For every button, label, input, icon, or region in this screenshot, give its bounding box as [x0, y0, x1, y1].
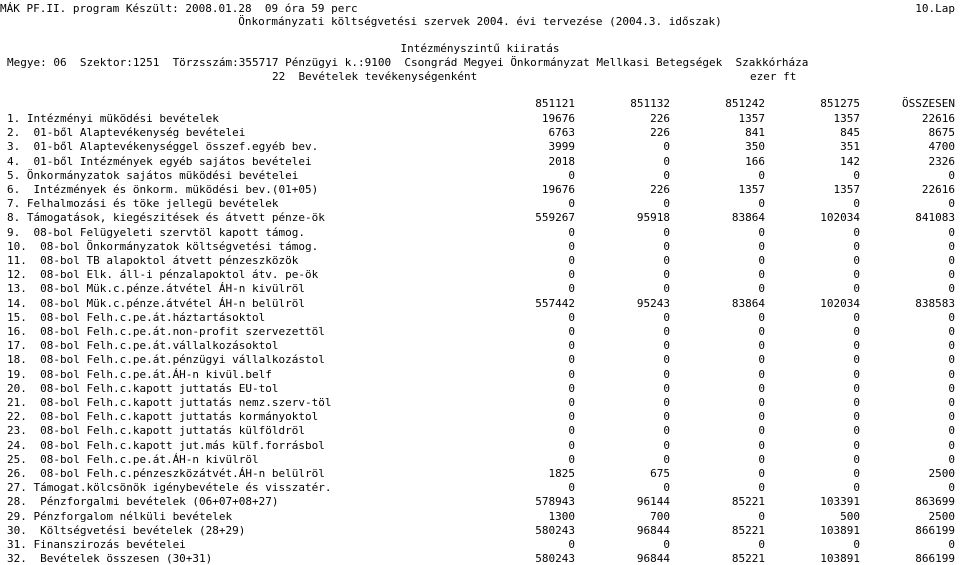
row-value: 102034 — [820, 211, 860, 225]
row-value: 0 — [853, 239, 860, 253]
row-value: 3999 — [548, 140, 575, 154]
row-value: 0 — [853, 396, 860, 409]
row-value: 19676 — [541, 183, 575, 196]
row-value: 103891 — [820, 552, 860, 565]
row-value: 0 — [853, 282, 860, 296]
row-value: 0 — [663, 339, 670, 353]
table-row — [0, 169, 960, 182]
row-value: 0 — [758, 268, 765, 282]
row-value: 0 — [568, 197, 575, 211]
row-value: 0 — [758, 538, 765, 551]
table-row — [0, 524, 960, 537]
row-value: 0 — [948, 396, 955, 409]
table-row — [0, 410, 960, 423]
row-label: 3. 01-ből Alaptevékenységgel összef.egyéb bev. — [7, 140, 319, 154]
row-value: 0 — [663, 282, 670, 296]
row-value: 0 — [948, 424, 955, 438]
unit-label: ezer ft — [750, 70, 797, 83]
row-value: 0 — [948, 538, 955, 551]
table-row — [0, 510, 960, 523]
row-value: 866199 — [915, 523, 955, 537]
table-row — [0, 467, 960, 480]
row-value: 0 — [758, 310, 765, 324]
table-row — [0, 353, 960, 366]
row-label: 11. 08-bol TB alapoktol átvett pénzeszközök — [7, 254, 299, 267]
row-value: 0 — [568, 438, 575, 452]
row-value: 0 — [853, 381, 860, 395]
row-value: 1300 — [548, 509, 575, 523]
row-value: 0 — [663, 325, 670, 338]
row-value: 95918 — [636, 211, 670, 225]
row-value: 0 — [568, 168, 575, 182]
row-label: 30. Költségvetési bevételek (28+29) — [7, 523, 246, 537]
row-value: 103891 — [820, 523, 860, 537]
row-value: 0 — [568, 381, 575, 395]
row-value: 0 — [663, 168, 670, 182]
row-label: 19. 08-bol Felh.c.pe.át.ÁH-n kivül.belf — [7, 367, 272, 381]
table-row — [0, 552, 960, 565]
row-value: 0 — [948, 339, 955, 353]
row-value: 0 — [948, 438, 955, 452]
row-value: 557442 — [535, 296, 575, 310]
row-value: 0 — [853, 325, 860, 338]
row-value: 22616 — [921, 183, 955, 196]
row-value: 841 — [745, 126, 765, 140]
row-value: 0 — [758, 282, 765, 296]
row-value: 96844 — [636, 523, 670, 537]
row-value: 700 — [650, 509, 670, 523]
column-header: 851132 — [630, 97, 670, 110]
row-value: 0 — [758, 168, 765, 182]
table-row — [0, 140, 960, 153]
row-value: 0 — [663, 197, 670, 211]
row-value: 0 — [948, 168, 955, 182]
row-value: 0 — [758, 467, 765, 480]
row-value: 0 — [948, 367, 955, 381]
row-label: 4. 01-ből Intézmények egyéb sajátos bevételei — [7, 154, 312, 168]
row-label: 2. 01-ből Alaptevékenység bevételei — [7, 126, 246, 140]
row-value: 0 — [758, 424, 765, 438]
row-label: 25. 08-bol Felh.c.pe.át.ÁH-n kivülröl — [7, 452, 259, 466]
row-value: 0 — [758, 353, 765, 367]
row-value: 350 — [745, 140, 765, 154]
row-value: 226 — [650, 183, 670, 196]
organization-line: Megye: 06 Szektor:1251 Törzsszám:355717 Pénzügyi k.:9100 Csongrád Megyei Önkormányzat Mellkasi Betegségek Szakkórháza — [7, 56, 809, 69]
report-title: Intézményszintű kiiratás — [400, 42, 560, 55]
row-value: 83864 — [731, 296, 765, 310]
row-value: 0 — [568, 410, 575, 424]
row-value: 0 — [853, 438, 860, 452]
row-value: 0 — [948, 225, 955, 239]
row-value: 0 — [663, 367, 670, 381]
row-label: 26. 08-bol Felh.c.pénzeszközátvét.ÁH-n belülröl — [7, 467, 325, 480]
row-value: 675 — [650, 467, 670, 480]
row-label: 10. 08-bol Önkormányzatok költségvetési támog. — [7, 239, 319, 253]
row-value: 0 — [758, 254, 765, 267]
row-value: 4700 — [928, 140, 955, 154]
row-value: 6763 — [548, 126, 575, 140]
row-value: 0 — [663, 239, 670, 253]
row-value: 0 — [853, 254, 860, 267]
row-value: 0 — [948, 325, 955, 338]
row-value: 0 — [758, 410, 765, 424]
row-value: 0 — [948, 197, 955, 211]
row-value: 0 — [853, 367, 860, 381]
row-value: 0 — [568, 239, 575, 253]
row-label: 23. 08-bol Felh.c.kapott juttatás külföldröl — [7, 424, 306, 438]
row-value: 2500 — [928, 467, 955, 480]
row-label: 20. 08-bol Felh.c.kapott juttatás EU-tol — [7, 381, 279, 395]
row-value: 0 — [663, 268, 670, 282]
row-label: 17. 08-bol Felh.c.pe.át.vállalkozásoktol — [7, 339, 279, 353]
row-value: 866199 — [915, 552, 955, 565]
row-value: 580243 — [535, 523, 575, 537]
row-value: 0 — [663, 438, 670, 452]
table-row — [0, 226, 960, 239]
row-value: 559267 — [535, 211, 575, 225]
row-value: 0 — [758, 509, 765, 523]
row-value: 0 — [568, 268, 575, 282]
row-label: 1. Intézményi müködési bevételek — [7, 112, 219, 125]
table-row — [0, 325, 960, 338]
table-row — [0, 240, 960, 253]
row-value: 0 — [568, 353, 575, 367]
row-value: 1357 — [738, 183, 765, 196]
row-value: 2018 — [548, 154, 575, 168]
row-label: 6. Intézmények és önkorm. müködési bev.(01+05) — [7, 183, 319, 196]
table-row — [0, 368, 960, 381]
program-info: MÁK PF.II. program Készült: 2008.01.28 09 óra 59 perc — [0, 2, 358, 15]
table-row — [0, 439, 960, 452]
row-value: 166 — [745, 154, 765, 168]
row-value: 580243 — [535, 552, 575, 565]
row-value: 1357 — [738, 112, 765, 125]
row-value: 0 — [853, 467, 860, 480]
row-value: 0 — [663, 381, 670, 395]
row-label: 14. 08-bol Mük.c.pénze.átvétel ÁH-n belülröl — [7, 296, 306, 310]
row-value: 0 — [568, 325, 575, 338]
row-value: 863699 — [915, 495, 955, 509]
row-label: 5. Önkormányzatok sajátos müködési bevételei — [7, 168, 299, 182]
row-label: 21. 08-bol Felh.c.kapott juttatás nemz.szerv-töl — [7, 396, 332, 409]
row-value: 500 — [840, 509, 860, 523]
table-row — [0, 339, 960, 352]
row-value: 0 — [853, 168, 860, 182]
table-row — [0, 282, 960, 295]
row-value: 0 — [758, 239, 765, 253]
column-header: ÖSSZESEN — [902, 97, 955, 110]
row-value: 0 — [948, 254, 955, 267]
row-value: 0 — [853, 339, 860, 353]
table-row — [0, 112, 960, 125]
row-label: 29. Pénzforgalom nélküli bevételek — [7, 509, 233, 523]
row-value: 0 — [853, 538, 860, 551]
table-row — [0, 453, 960, 466]
row-value: 0 — [758, 438, 765, 452]
row-label: 18. 08-bol Felh.c.pe.át.pénzügyi vállalkozástol — [7, 353, 325, 367]
row-value: 95243 — [636, 296, 670, 310]
row-value: 0 — [663, 481, 670, 495]
row-value: 0 — [568, 452, 575, 466]
row-value: 0 — [853, 197, 860, 211]
row-value: 0 — [568, 339, 575, 353]
row-value: 0 — [948, 410, 955, 424]
row-value: 0 — [948, 239, 955, 253]
row-value: 103391 — [820, 495, 860, 509]
column-header: 851275 — [820, 97, 860, 110]
row-value: 19676 — [541, 112, 575, 125]
row-value: 0 — [948, 282, 955, 296]
row-label: 16. 08-bol Felh.c.pe.át.non-profit szervezettöl — [7, 325, 325, 338]
row-value: 0 — [948, 381, 955, 395]
table-row — [0, 268, 960, 281]
row-value: 0 — [853, 452, 860, 466]
row-value: 0 — [663, 353, 670, 367]
row-value: 0 — [663, 424, 670, 438]
row-label: 24. 08-bol Felh.c.kapott jut.más külf.forrásbol — [7, 438, 325, 452]
row-value: 0 — [758, 452, 765, 466]
row-label: 9. 08-bol Felügyeleti szervtöl kapott támog. — [7, 225, 306, 239]
row-value: 351 — [840, 140, 860, 154]
page-number: 10.Lap — [915, 2, 955, 15]
row-value: 0 — [948, 353, 955, 367]
table-row — [0, 197, 960, 210]
table-row — [0, 155, 960, 168]
row-value: 838583 — [915, 296, 955, 310]
row-value: 0 — [758, 396, 765, 409]
row-value: 85221 — [731, 523, 765, 537]
table-row — [0, 424, 960, 437]
row-value: 96844 — [636, 552, 670, 565]
row-value: 2326 — [928, 154, 955, 168]
row-value: 0 — [568, 282, 575, 296]
table-row — [0, 396, 960, 409]
row-value: 0 — [758, 225, 765, 239]
column-headers — [0, 97, 960, 110]
row-value: 0 — [568, 367, 575, 381]
report-subtitle: Önkormányzati költségvetési szervek 2004. évi tervezése (2004.3. időszak) — [238, 15, 722, 28]
row-value: 0 — [663, 140, 670, 154]
row-value: 0 — [663, 310, 670, 324]
row-value: 0 — [948, 452, 955, 466]
row-value: 1825 — [548, 467, 575, 480]
row-label: 13. 08-bol Mük.c.pénze.átvétel ÁH-n kivülröl — [7, 282, 306, 296]
row-value: 0 — [568, 424, 575, 438]
row-value: 0 — [568, 254, 575, 267]
table-row — [0, 254, 960, 267]
row-value: 1357 — [833, 112, 860, 125]
row-value: 0 — [853, 410, 860, 424]
row-label: 22. 08-bol Felh.c.kapott juttatás kormányoktol — [7, 410, 319, 424]
row-value: 0 — [758, 197, 765, 211]
row-value: 0 — [853, 225, 860, 239]
row-value: 0 — [568, 538, 575, 551]
row-value: 85221 — [731, 552, 765, 565]
row-value: 0 — [758, 381, 765, 395]
row-value: 226 — [650, 112, 670, 125]
row-value: 0 — [568, 310, 575, 324]
table-row — [0, 297, 960, 310]
row-value: 1357 — [833, 183, 860, 196]
row-value: 578943 — [535, 495, 575, 509]
row-value: 0 — [663, 538, 670, 551]
row-value: 0 — [758, 325, 765, 338]
table-code: 22 Bevételek tevékenységenként — [272, 70, 478, 83]
row-value: 0 — [853, 424, 860, 438]
row-value: 0 — [568, 225, 575, 239]
row-label: 31. Finanszirozás bevételei — [7, 538, 186, 551]
row-value: 226 — [650, 126, 670, 140]
table-row — [0, 495, 960, 508]
row-label: 27. Támogat.kölcsönök igénybevétele és visszatér. — [7, 481, 332, 495]
row-value: 2500 — [928, 509, 955, 523]
row-value: 0 — [663, 154, 670, 168]
row-value: 0 — [758, 481, 765, 495]
row-value: 0 — [663, 225, 670, 239]
row-value: 845 — [840, 126, 860, 140]
table-row — [0, 481, 960, 494]
row-value: 0 — [853, 310, 860, 324]
row-value: 0 — [853, 481, 860, 495]
column-header: 851242 — [725, 97, 765, 110]
row-value: 102034 — [820, 296, 860, 310]
row-value: 0 — [663, 396, 670, 409]
table-row — [0, 311, 960, 324]
table-row — [0, 538, 960, 551]
row-label: 32. Bevételek összesen (30+31) — [7, 552, 213, 565]
row-label: 12. 08-bol Elk. áll-i pénzalapoktol átv. pe-ök — [7, 268, 319, 282]
row-value: 0 — [853, 268, 860, 282]
table-row — [0, 183, 960, 196]
row-value: 142 — [840, 154, 860, 168]
row-value: 0 — [948, 310, 955, 324]
table-row — [0, 211, 960, 224]
row-value: 0 — [663, 410, 670, 424]
column-header: 851121 — [535, 97, 575, 110]
row-label: 28. Pénzforgalmi bevételek (06+07+08+27) — [7, 495, 279, 509]
row-value: 841083 — [915, 211, 955, 225]
table-row — [0, 382, 960, 395]
row-value: 0 — [758, 339, 765, 353]
row-value: 0 — [568, 396, 575, 409]
row-value: 22616 — [921, 112, 955, 125]
row-value: 8675 — [928, 126, 955, 140]
row-value: 85221 — [731, 495, 765, 509]
row-value: 0 — [663, 254, 670, 267]
row-value: 0 — [853, 353, 860, 367]
row-label: 7. Felhalmozási és töke jellegü bevételek — [7, 197, 279, 211]
row-value: 0 — [758, 367, 765, 381]
row-value: 83864 — [731, 211, 765, 225]
row-label: 8. Támogatások, kiegészitések és átvett pénze-ök — [7, 211, 325, 225]
row-value: 0 — [948, 481, 955, 495]
row-value: 96144 — [636, 495, 670, 509]
row-value: 0 — [948, 268, 955, 282]
row-value: 0 — [568, 481, 575, 495]
row-label: 15. 08-bol Felh.c.pe.át.háztartásoktol — [7, 310, 266, 324]
row-value: 0 — [663, 452, 670, 466]
table-row — [0, 126, 960, 139]
